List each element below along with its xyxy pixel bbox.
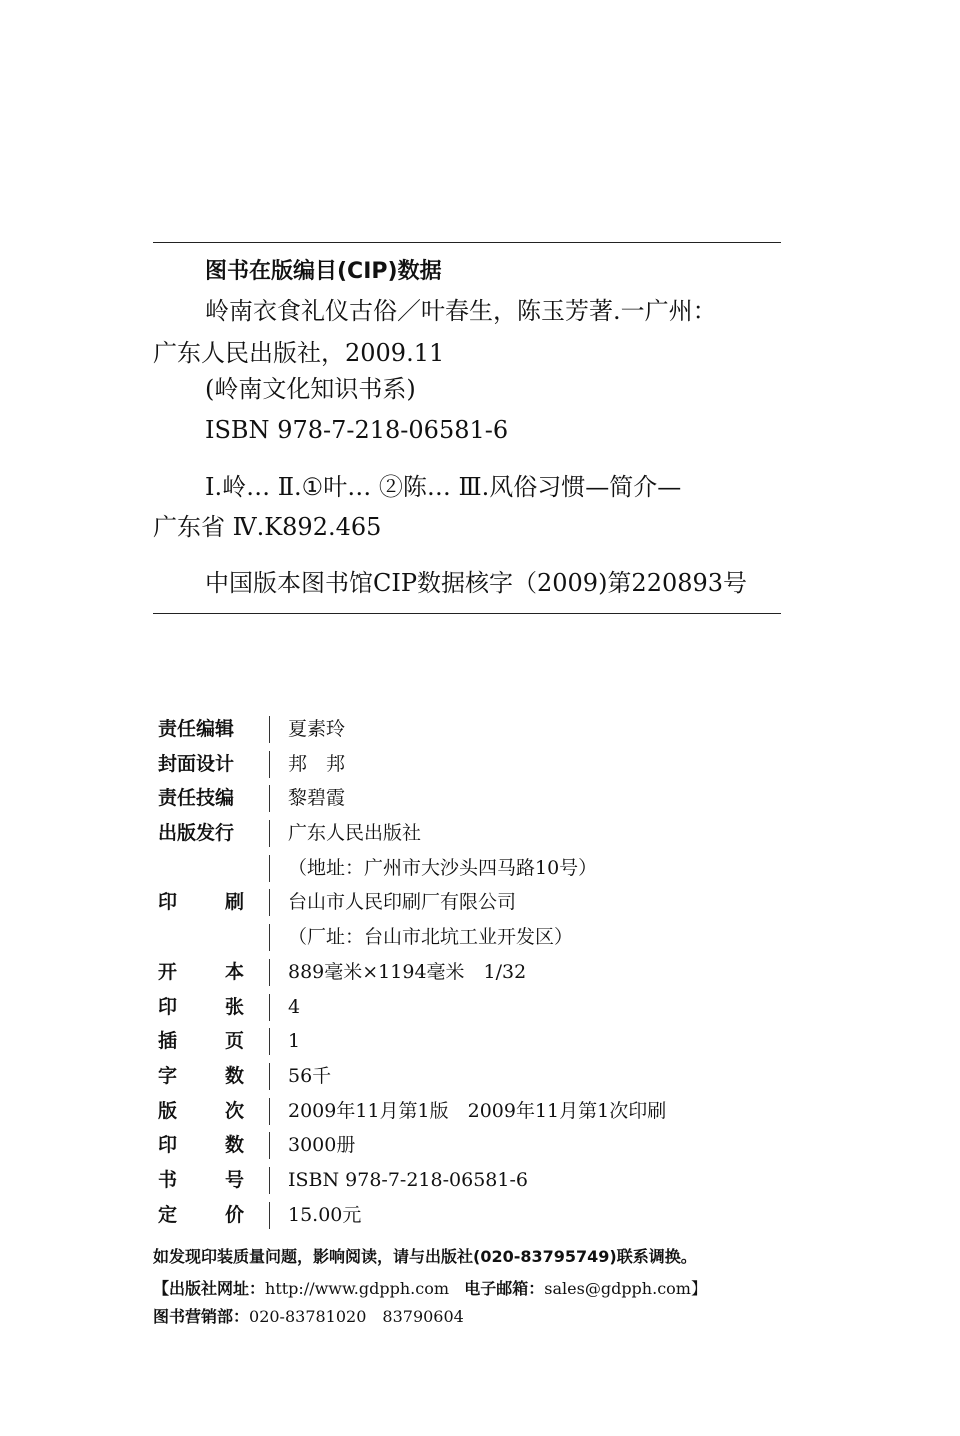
cip-series-line: (岭南文化知识书系) xyxy=(205,375,416,403)
info-row-divider xyxy=(269,1167,270,1194)
info-row-label: 插 页 xyxy=(158,1030,244,1053)
footer-quality-notice: 如发现印装质量问题，影响阅读，请与出版社(020-83795749)联系调换。 xyxy=(153,1247,697,1266)
info-row-value: 黎碧霞 xyxy=(288,787,346,810)
info-row-divider xyxy=(269,716,270,743)
info-row-label: 责任技编 xyxy=(158,787,235,810)
cip-isbn-line: ISBN 978-7-218-06581-6 xyxy=(205,416,509,444)
info-row-value: 889毫米×1194毫米 1/32 xyxy=(288,960,527,983)
info-row-label: 书 号 xyxy=(158,1168,244,1191)
info-row-value: 广东人民出版社 xyxy=(288,822,422,845)
info-row-divider xyxy=(269,785,270,812)
info-row-divider xyxy=(269,1132,270,1159)
info-row xyxy=(158,1128,758,1163)
info-row-label: 定 价 xyxy=(158,1203,244,1226)
cip-title-line: 岭南衣食礼仪古俗／叶春生，陈玉芳著.一广州： xyxy=(205,297,717,325)
info-row xyxy=(158,1059,758,1094)
info-row-value: （厂址：台山市北坑工业开发区） xyxy=(288,926,574,949)
info-row-label: 印 张 xyxy=(158,995,244,1018)
info-row-value: 2009年11月第1版 2009年11月第1次印刷 xyxy=(288,1099,667,1122)
info-row-value: 夏素玲 xyxy=(288,718,346,740)
info-row-divider xyxy=(269,1063,270,1090)
footer-marketing-phone: 020-83781020 83790604 xyxy=(249,1307,464,1326)
info-row xyxy=(158,712,758,747)
info-row xyxy=(158,747,758,782)
cip-record-line: 中国版本图书馆CIP数据核字（2009)第220893号 xyxy=(205,569,748,597)
info-row-value: （地址：广州市大沙头四马路10号） xyxy=(288,856,598,879)
cip-heading: 图书在版编目(CIP)数据 xyxy=(205,259,442,284)
info-row-value: 4 xyxy=(288,995,301,1018)
info-row xyxy=(158,781,758,816)
publication-info-table xyxy=(158,712,758,1232)
info-row-value: 邦 邦 xyxy=(288,752,346,775)
info-row-label: 印 刷 xyxy=(158,891,244,914)
info-row-label: 字 数 xyxy=(158,1064,244,1087)
info-row-label: 责任编辑 xyxy=(158,718,235,740)
info-row xyxy=(158,1198,758,1233)
info-row-label: 出版发行 xyxy=(158,822,235,845)
info-row-value: 56千 xyxy=(288,1064,332,1087)
info-row-label: 开 本 xyxy=(158,960,244,983)
info-row xyxy=(158,955,758,990)
footer-marketing-label: 图书营销部： xyxy=(153,1307,250,1326)
info-row-divider xyxy=(269,751,270,778)
info-row-divider xyxy=(269,959,270,986)
info-row-divider xyxy=(269,994,270,1021)
footer-contact-line xyxy=(153,1278,707,1300)
info-row-value: 1 xyxy=(288,1030,301,1053)
info-row-value: ISBN 978-7-218-06581-6 xyxy=(288,1168,528,1191)
info-row-divider xyxy=(269,855,270,882)
info-row-divider xyxy=(269,820,270,847)
info-row-divider xyxy=(269,924,270,951)
info-row-value: 15.00元 xyxy=(288,1203,362,1226)
info-row xyxy=(158,1163,758,1198)
info-row-label: 封面设计 xyxy=(158,752,235,775)
footer-email-label: 电子邮箱： xyxy=(464,1279,545,1298)
info-row-divider xyxy=(269,1028,270,1055)
footer-website-label: 【出版社网址： xyxy=(153,1279,266,1298)
info-row-divider xyxy=(269,1098,270,1125)
footer-website-link[interactable]: http://www.gdpph.com xyxy=(265,1279,449,1298)
cip-classification-cont-line: 广东省 Ⅳ.K892.465 xyxy=(153,513,382,541)
info-row xyxy=(158,990,758,1025)
info-row xyxy=(158,1094,758,1129)
footer-marketing-line xyxy=(153,1306,464,1328)
cip-publisher-line: 广东人民出版社，2009.11 xyxy=(153,339,445,367)
info-row-label: 版 次 xyxy=(158,1099,244,1122)
info-row xyxy=(158,885,758,920)
info-row-divider xyxy=(269,889,270,916)
info-row-label: 印 数 xyxy=(158,1134,244,1157)
info-row xyxy=(158,920,758,955)
info-row xyxy=(158,816,758,851)
cip-classification-line: Ⅰ.岭… Ⅱ.①叶… ②陈… Ⅲ.风俗习惯—简介— xyxy=(205,473,682,501)
info-row-divider xyxy=(269,1202,270,1229)
cip-top-rule xyxy=(153,242,781,243)
info-row xyxy=(158,851,758,886)
footer-email-link[interactable]: sales@gdpph.com】 xyxy=(544,1279,707,1298)
info-row-value: 台山市人民印刷厂有限公司 xyxy=(288,891,517,914)
info-row-value: 3000册 xyxy=(288,1134,356,1157)
cip-bottom-rule xyxy=(153,613,781,614)
info-row xyxy=(158,1024,758,1059)
